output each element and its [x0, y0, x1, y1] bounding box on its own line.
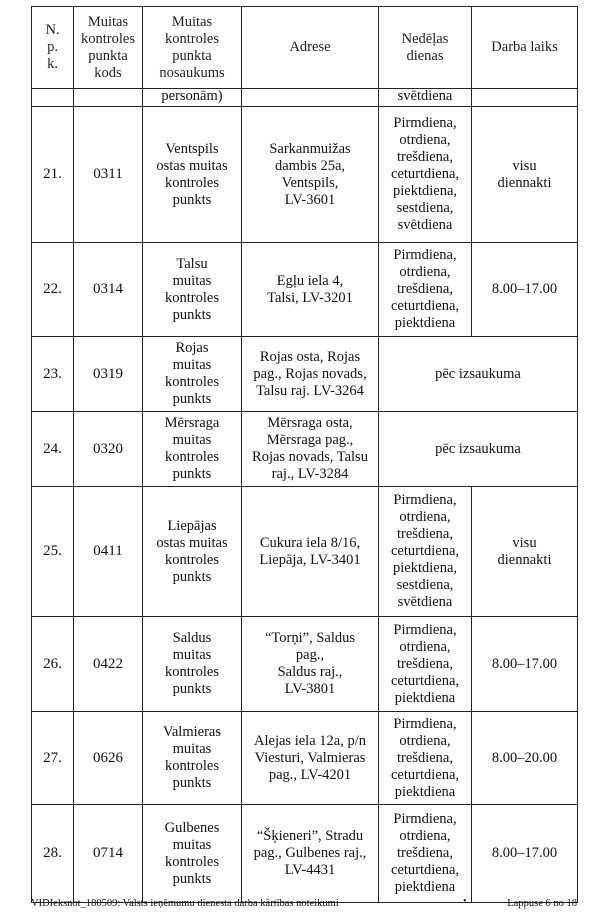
row-code: 0626	[74, 712, 143, 805]
col-header-code: Muitas kontroles punkta kods	[74, 7, 143, 89]
table-row	[32, 712, 578, 805]
table-row	[32, 337, 578, 412]
continuation-days: svētdiena	[379, 89, 472, 107]
row-hours: visu diennakti	[472, 107, 578, 243]
row-schedule: pēc izsaukuma	[379, 412, 578, 487]
row-days: Pirmdiena, otrdiena, trešdiena, ceturtdiena, piektdiena	[379, 712, 472, 805]
row-name: Talsu muitas kontroles punkts	[143, 243, 242, 337]
footer-document-title: VIDIeksnot_180509: Valsts ieņēmumu dienesta darba kārtības noteikumi	[31, 898, 339, 909]
row-address: Alejas iela 12a, p/n Viesturi, Valmieras pag., LV-4201	[242, 712, 379, 805]
row-address: Cukura iela 8/16, Liepāja, LV-3401	[242, 487, 379, 617]
row-name: Gulbenes muitas kontroles punkts	[143, 805, 242, 903]
row-address: Rojas osta, Rojas pag., Rojas novads, Talsu raj. LV-3264	[242, 337, 379, 412]
row-hours: 8.00–17.00	[472, 243, 578, 337]
row-code: 0714	[74, 805, 143, 903]
row-address: Sarkanmuižas dambis 25a, Ventspils, LV-3601	[242, 107, 379, 243]
row-code: 0411	[74, 487, 143, 617]
continuation-row	[32, 89, 578, 107]
row-hours: 8.00–17.00	[472, 617, 578, 712]
row-number: 22.	[32, 243, 74, 337]
row-name: Liepājas ostas muitas kontroles punkts	[143, 487, 242, 617]
row-hours: visu diennakti	[472, 487, 578, 617]
row-code: 0311	[74, 107, 143, 243]
footer-mark: •	[463, 896, 467, 907]
row-number: 26.	[32, 617, 74, 712]
row-number: 25.	[32, 487, 74, 617]
row-days: Pirmdiena, otrdiena, trešdiena, ceturtdiena, piektdiena, sestdiena, svētdiena	[379, 487, 472, 617]
row-address: Egļu iela 4, Talsi, LV-3201	[242, 243, 379, 337]
row-days: Pirmdiena, otrdiena, trešdiena, ceturtdiena, piektdiena	[379, 617, 472, 712]
row-code: 0319	[74, 337, 143, 412]
row-days: Pirmdiena, otrdiena, trešdiena, ceturtdiena, piektdiena, sestdiena, svētdiena	[379, 107, 472, 243]
row-number: 21.	[32, 107, 74, 243]
table-row	[32, 487, 578, 617]
table-row	[32, 243, 578, 337]
row-name: Mērsraga muitas kontroles punkts	[143, 412, 242, 487]
row-address: “Šķieneri”, Stradu pag., Gulbenes raj., LV-4431	[242, 805, 379, 903]
row-number: 27.	[32, 712, 74, 805]
row-hours: 8.00–20.00	[472, 712, 578, 805]
row-address: “Torņi”, Saldus pag., Saldus raj., LV-3801	[242, 617, 379, 712]
row-schedule: pēc izsaukuma	[379, 337, 578, 412]
row-name: Saldus muitas kontroles punkts	[143, 617, 242, 712]
footer-page-number: Lappuse 6 no 18	[507, 898, 577, 909]
row-number: 23.	[32, 337, 74, 412]
table-row	[32, 617, 578, 712]
row-name: Rojas muitas kontroles punkts	[143, 337, 242, 412]
col-header-address: Adrese	[242, 7, 379, 89]
table-row	[32, 107, 578, 243]
row-code: 0422	[74, 617, 143, 712]
row-number: 28.	[32, 805, 74, 903]
header-row	[32, 7, 578, 89]
row-days: Pirmdiena, otrdiena, trešdiena, ceturtdiena, piektdiena	[379, 805, 472, 903]
row-name: Valmieras muitas kontroles punkts	[143, 712, 242, 805]
table-row	[32, 805, 578, 903]
col-header-number: N. p. k.	[32, 7, 74, 89]
row-code: 0314	[74, 243, 143, 337]
col-header-hours: Darba laiks	[472, 7, 578, 89]
col-header-days: Nedēļas dienas	[379, 7, 472, 89]
page-footer	[31, 898, 577, 912]
row-hours: 8.00–17.00	[472, 805, 578, 903]
row-days: Pirmdiena, otrdiena, trešdiena, ceturtdiena, piektdiena	[379, 243, 472, 337]
row-number: 24.	[32, 412, 74, 487]
continuation-name: personām)	[143, 89, 242, 107]
table-row	[32, 412, 578, 487]
customs-points-table	[31, 6, 578, 903]
row-code: 0320	[74, 412, 143, 487]
row-name: Ventspils ostas muitas kontroles punkts	[143, 107, 242, 243]
row-address: Mērsraga osta, Mērsraga pag., Rojas novads, Talsu raj., LV-3284	[242, 412, 379, 487]
col-header-name: Muitas kontroles punkta nosaukums	[143, 7, 242, 89]
